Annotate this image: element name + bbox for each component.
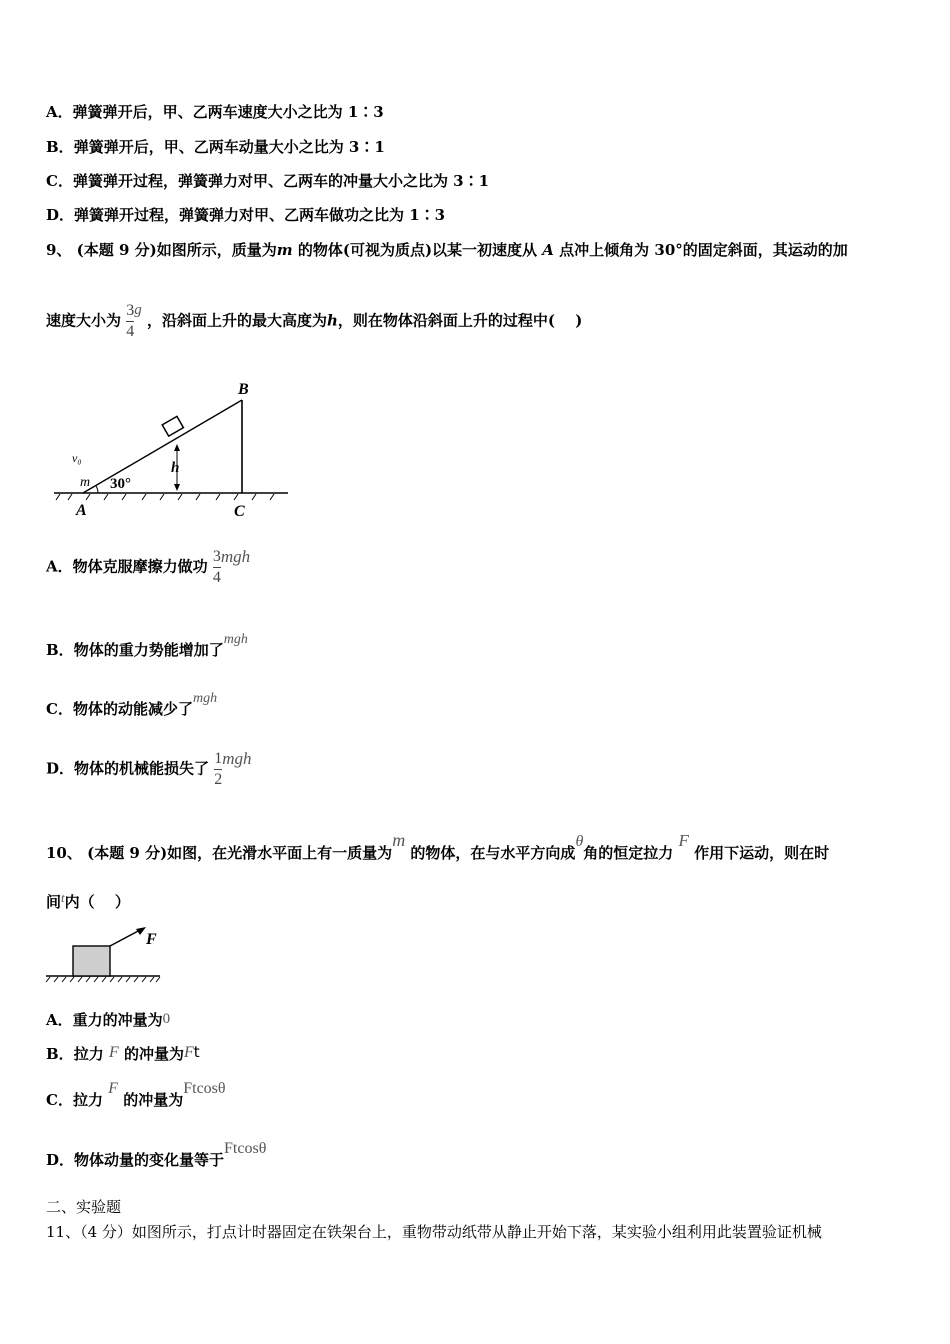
incline-line [83, 400, 242, 493]
q8-option-c: C．弹簧弹开过程，弹簧弹力对甲、乙两车的冲量大小之比为 3∶1 [46, 172, 490, 190]
q8-option-b: B．弹簧弹开后，甲、乙两车动量大小之比为 3∶1 [46, 138, 385, 156]
svg-text:A: A [76, 502, 87, 519]
force-arrow [110, 929, 142, 946]
svg-text:v₀: v₀ [72, 451, 82, 465]
q8-option-d: D．弹簧弹开过程，弹簧弹力对甲、乙两车做功之比为 1∶3 [46, 206, 446, 224]
q9-option-d: D．物体的机械能损失了 $\frac{1}{2}$ mgh [46, 748, 252, 788]
q10-option-b: B．拉力 F 的冲量为Ft [46, 1043, 200, 1063]
q9-option-b: B．物体的重力势能增加了mgh [46, 632, 248, 659]
svg-text:m: m [80, 475, 91, 490]
q11-stem: 11、（4 分）如图所示，打点计时器固定在铁架台上，重物带动纸带从静止开始下落，某实验小组利用此装置验证机械 [46, 1223, 822, 1241]
q10-option-a: A．重力的冲量为0 [46, 1011, 171, 1029]
q10-stem-line1: 10、 (本题 9 分)如图，在光滑水平面上有一质量为m 的物体，在与水平方向成θ角的恒定拉力 F 作用下运动，则在时 [46, 830, 830, 862]
accel-fraction: $\frac{3}{4}$ [126, 302, 135, 340]
q9-stem-line2: 速度大小为 $\frac{3}{4}$ g ，沿斜面上升的最大高度为h，则在物体沿斜面上升的过程中( ) [46, 301, 583, 340]
svg-text:30°: 30° [110, 476, 131, 492]
svg-text:F: F [146, 931, 157, 948]
force-figure [44, 922, 174, 986]
q10-option-c: C．拉力 F 的冲量为Ftcosθ [46, 1080, 226, 1109]
svg-text:h: h [171, 460, 180, 476]
q9-stem-line1: 9、 (本题 9 分)如图所示，质量为m 的物体(可视为质点)以某一初速度从 A 点冲上倾角为 30°的固定斜面，其运动的加 [46, 241, 848, 259]
q10-stem-line2: 间t内（ ） [46, 890, 130, 911]
section-title: 二、实验题 [46, 1198, 122, 1216]
option-a-fraction: $\frac{3}{4}$ [212, 548, 221, 586]
ground-hatching [56, 494, 274, 500]
q9-option-c: C．物体的动能减少了mgh [46, 691, 218, 718]
option-d-fraction: $\frac{1}{2}$ [214, 750, 223, 788]
box [73, 946, 110, 976]
svg-text:C: C [234, 503, 245, 520]
q10-option-d: D．物体动量的变化量等于Ftcosθ [46, 1140, 267, 1169]
incline-figure [50, 376, 300, 524]
q8-option-a: A．弹簧弹开后，甲、乙两车速度大小之比为 1∶3 [46, 103, 384, 121]
floor-hatching [46, 977, 160, 982]
svg-text:B: B [238, 381, 249, 398]
block-on-incline [162, 416, 183, 436]
q9-option-a: A．物体克服摩擦力做功 $\frac{3}{4}$ mgh [46, 546, 251, 586]
